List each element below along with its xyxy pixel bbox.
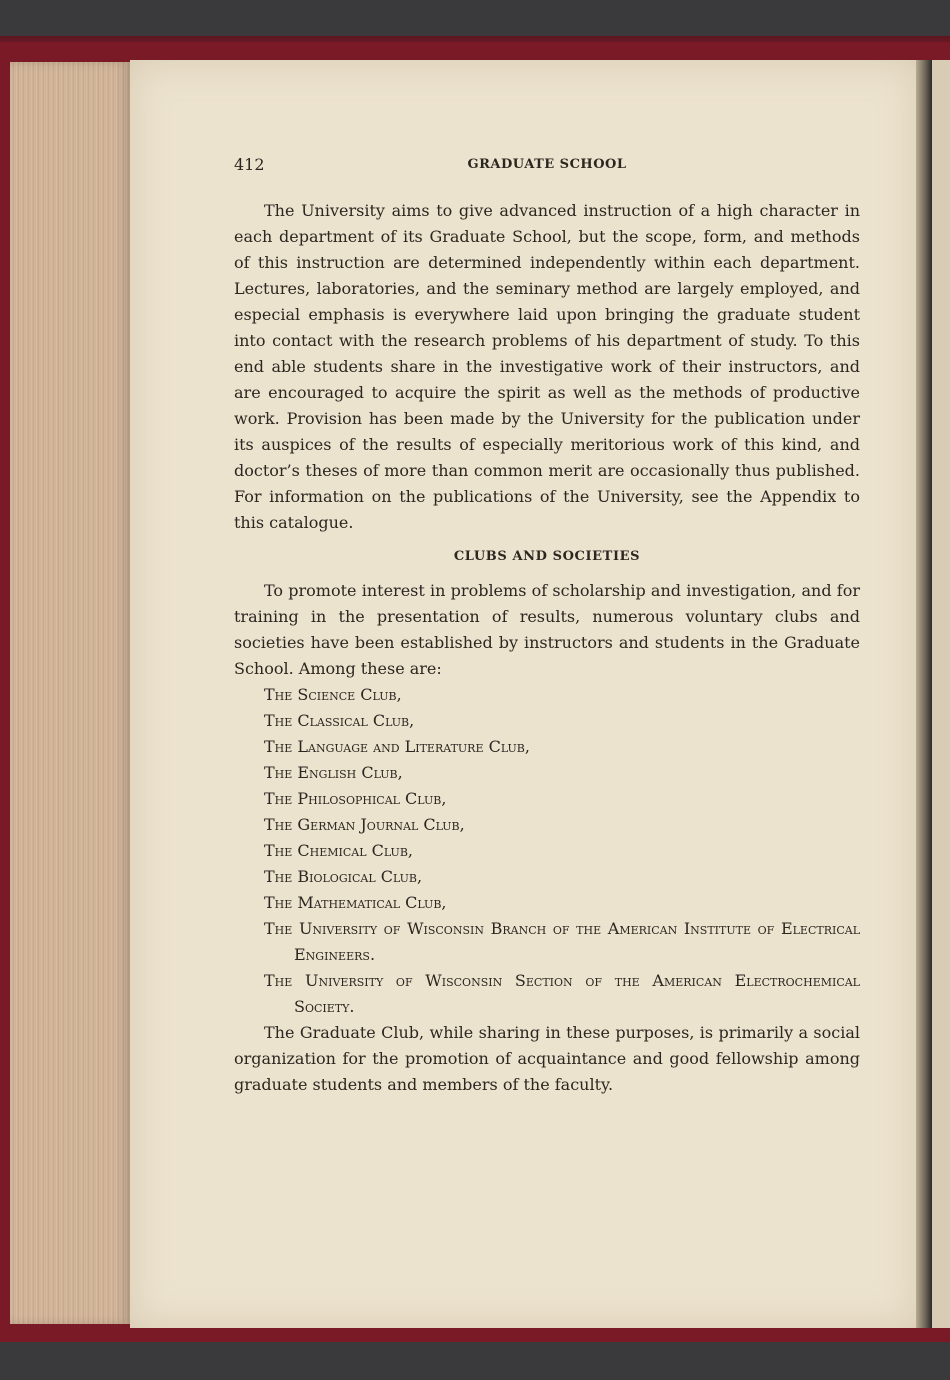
list-item: The Science Club, bbox=[264, 685, 402, 704]
clubs-list bbox=[234, 682, 860, 1020]
list-item: The English Club, bbox=[264, 763, 403, 782]
list-item: The German Journal Club, bbox=[264, 815, 465, 834]
list-item: The Mathematical Club, bbox=[264, 893, 447, 912]
book-gutter bbox=[916, 60, 932, 1328]
list-item: The Philosophical Club, bbox=[264, 789, 447, 808]
list-item: The Language and Literature Club, bbox=[264, 737, 530, 756]
page-content bbox=[234, 152, 860, 1098]
list-item: The University of Wisconsin Section of the American Electrochemical Society. bbox=[264, 971, 860, 1016]
running-title: GRADUATE SCHOOL bbox=[467, 157, 627, 172]
page-number: 412 bbox=[234, 155, 265, 174]
facing-page-edge bbox=[932, 60, 950, 1328]
list-item: The Classical Club, bbox=[264, 711, 415, 730]
list-item: The Biological Club, bbox=[264, 867, 423, 886]
list-item: The Chemical Club, bbox=[264, 841, 413, 860]
list-item: The University of Wisconsin Branch of the American Institute of Electrical Engineers. bbox=[264, 919, 860, 964]
closing-paragraph: The Graduate Club, while sharing in these purposes, is primarily a social organization for the promotion of acquaintance and good fellowship among graduate students and members of the faculty. bbox=[234, 1023, 860, 1094]
intro-paragraph: The University aims to give advanced instruction of a high character in each department of its Graduate School, but the scope, form, and methods of this instruction are determined independently within each department. Lectures, laboratories, and the seminary method are largely employed, and especial emphasis is everywhere laid upon bringing the graduate student into contact with the research problems of his department of study. To this end able students share in the investigative work of their instructors, and are encouraged to acquire the spirit as well as the methods of productive work. Provision has been made by the University for the publication under its auspices of the results of especially meritorious work of this kind, and doctor’s theses of more than common merit are occasionally thus published. For information on the publications of the University, see the Appendix to this catalogue. bbox=[234, 201, 860, 532]
clubs-intro-paragraph: To promote interest in problems of scholarship and investigation, and for training in the presentation of results, numerous voluntary clubs and societies have been established by instructors and students in the Graduate School. Among these are: bbox=[234, 581, 860, 678]
section-title: CLUBS AND SOCIETIES bbox=[453, 549, 641, 564]
page-header bbox=[234, 152, 860, 178]
page-edges bbox=[10, 62, 130, 1324]
